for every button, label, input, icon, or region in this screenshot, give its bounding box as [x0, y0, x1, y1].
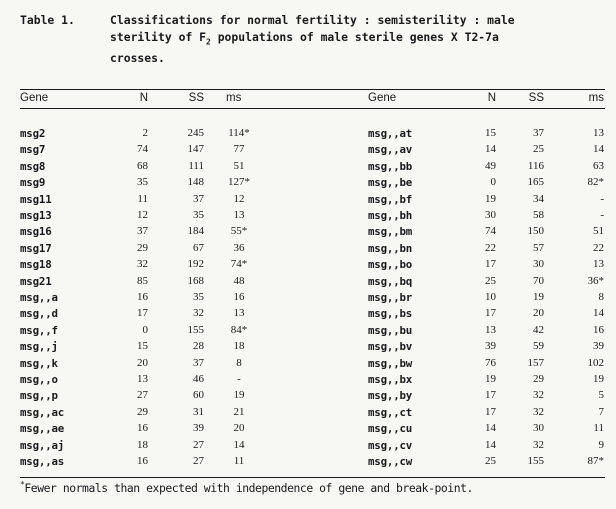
left-ms-cell: 19	[233, 389, 245, 402]
left-n-cell: 32	[137, 258, 148, 271]
left-gene-cell: msg13	[20, 209, 52, 222]
left-n-cell: 16	[137, 422, 148, 435]
right-gene-cell: msg,,cv	[368, 438, 413, 452]
left-ss-cell: 35	[193, 291, 204, 303]
table-caption	[20, 12, 515, 67]
left-gene-cell: msg,,o	[20, 373, 58, 386]
table-header-row	[0, 92, 616, 106]
table-header-rule	[20, 108, 605, 109]
left-gene-cell: msg,,f	[20, 323, 58, 337]
right-n-cell: 17	[485, 258, 496, 271]
left-ms-cell: 20	[233, 422, 245, 435]
right-n-cell: 49	[485, 159, 496, 172]
right-gene-cell: msg,,av	[368, 143, 413, 157]
right-gene-cell: msg,,by	[368, 389, 413, 403]
right-ss-cell: 25	[533, 143, 544, 156]
right-ss-cell: 59	[533, 340, 544, 353]
right-gene-cell: msg,,bu	[368, 323, 413, 337]
table-row	[0, 275, 616, 289]
header-ss-right: SS	[528, 92, 544, 104]
left-gene-cell: msg,,as	[20, 455, 65, 468]
table-row	[0, 422, 616, 436]
right-ms-cell: 8	[598, 291, 604, 303]
right-gene-cell: msg,,bw	[368, 356, 413, 370]
right-ss-cell: 150	[527, 225, 544, 238]
right-ms-cell: 82*	[587, 176, 604, 189]
right-gene-cell: msg,,bv	[368, 340, 413, 354]
header-ms-right: ms	[588, 92, 604, 104]
right-n-cell: 10	[485, 291, 496, 303]
right-ms-cell: 19	[593, 373, 604, 385]
right-n-cell: 14	[485, 422, 496, 435]
left-gene-cell: msg17	[20, 241, 52, 255]
left-n-cell: 16	[137, 455, 148, 467]
table-row	[0, 143, 616, 157]
right-ms-cell: 51	[593, 225, 604, 238]
left-ss-cell: 46	[193, 373, 204, 385]
footnote-mark: *	[20, 480, 25, 489]
left-ss-cell: 27	[193, 455, 204, 467]
caption-line-1: Classifications for normal fertility : semisterility : male	[110, 13, 515, 27]
table-row	[0, 307, 616, 321]
right-ms-cell: 9	[598, 438, 604, 451]
table-row	[0, 242, 616, 256]
right-ms-cell: 5	[598, 389, 604, 402]
left-ss-cell: 155	[187, 323, 204, 336]
left-ms-cell: 18	[233, 340, 245, 353]
left-ss-cell: 28	[193, 340, 204, 353]
left-ms-cell: 8	[236, 356, 242, 369]
left-n-cell: 37	[137, 225, 148, 238]
table-row	[0, 225, 616, 239]
left-ss-cell: 60	[193, 389, 204, 402]
left-ss-cell: 32	[193, 307, 204, 320]
right-ss-cell: 165	[527, 176, 544, 189]
right-ss-cell: 30	[533, 258, 544, 271]
table-row	[0, 291, 616, 305]
right-ms-cell: -	[600, 192, 604, 205]
right-ms-cell: 16	[593, 323, 604, 336]
left-gene-cell: msg7	[20, 143, 46, 157]
table-row	[0, 209, 616, 223]
left-ms-cell: 21	[233, 405, 245, 418]
right-gene-cell: msg,,be	[368, 176, 413, 190]
table-row	[0, 373, 616, 387]
right-n-cell: 25	[485, 455, 496, 467]
right-ms-cell: 22	[593, 241, 604, 254]
right-ss-cell: 116	[527, 159, 544, 172]
left-n-cell: 29	[137, 241, 148, 254]
caption-line-3: crosses.	[110, 51, 165, 66]
left-n-cell: 68	[137, 159, 148, 172]
right-n-cell: 39	[485, 340, 496, 353]
left-ms-cell: 14	[233, 438, 245, 451]
left-ms-cell: 36	[233, 241, 245, 254]
right-ms-cell: 14	[593, 143, 604, 156]
right-n-cell: 14	[485, 438, 496, 451]
table-row	[0, 389, 616, 403]
left-gene-cell: msg,,ac	[20, 405, 65, 419]
right-gene-cell: msg,,bo	[368, 258, 413, 272]
left-ms-cell: 127*	[228, 176, 250, 189]
table-bottom-rule	[20, 477, 605, 478]
right-gene-cell: msg,,cu	[368, 422, 413, 436]
right-ss-cell: 42	[533, 323, 544, 336]
right-ss-cell: 70	[533, 274, 544, 287]
right-ss-cell: 34	[533, 192, 544, 205]
header-n-right: N	[487, 92, 496, 104]
right-ms-cell: 13	[593, 127, 604, 139]
right-ms-cell: 87*	[587, 455, 604, 467]
right-gene-cell: msg,,at	[368, 127, 413, 140]
left-ss-cell: 39	[193, 422, 204, 435]
left-ms-cell: 16	[233, 291, 245, 303]
left-gene-cell: msg9	[20, 176, 46, 190]
left-ms-cell: 11	[233, 455, 245, 467]
left-ss-cell: 31	[193, 405, 204, 418]
left-ms-cell: 12	[233, 192, 245, 205]
left-n-cell: 12	[137, 209, 148, 221]
caption-line-2b: populations of male sterile genes X T2-7a	[210, 30, 499, 44]
right-ss-cell: 32	[533, 438, 544, 451]
left-ms-cell: 13	[233, 307, 245, 320]
right-n-cell: 19	[485, 373, 496, 385]
right-n-cell: 74	[485, 225, 496, 238]
right-ms-cell: 36*	[587, 274, 604, 287]
left-ms-cell: -	[237, 373, 241, 385]
left-n-cell: 18	[137, 438, 148, 451]
right-gene-cell: msg,,bh	[368, 209, 413, 222]
left-gene-cell: msg11	[20, 192, 52, 206]
left-n-cell: 74	[137, 143, 148, 156]
right-ss-cell: 58	[533, 209, 544, 221]
left-gene-cell: msg2	[20, 127, 46, 140]
right-ms-cell: 11	[593, 422, 604, 435]
right-gene-cell: msg,,bm	[368, 225, 413, 239]
right-gene-cell: msg,,br	[368, 291, 413, 304]
left-gene-cell: msg,,j	[20, 340, 58, 354]
left-gene-cell: msg21	[20, 274, 52, 288]
left-ss-cell: 27	[193, 438, 204, 451]
table-row	[0, 324, 616, 338]
right-n-cell: 25	[485, 274, 496, 287]
left-ss-cell: 184	[187, 225, 204, 238]
left-ms-cell: 114*	[228, 127, 250, 139]
header-n-left: N	[139, 92, 148, 104]
right-gene-cell: msg,,bq	[368, 274, 413, 288]
right-ss-cell: 155	[527, 455, 544, 467]
left-gene-cell: msg8	[20, 159, 46, 173]
left-ms-cell: 48	[233, 274, 245, 287]
left-n-cell: 16	[137, 291, 148, 303]
table-row	[0, 439, 616, 453]
right-ms-cell: -	[600, 209, 604, 221]
right-n-cell: 13	[485, 323, 496, 336]
left-ms-cell: 74*	[230, 258, 248, 271]
right-n-cell: 22	[485, 241, 496, 254]
right-n-cell: 15	[485, 127, 496, 139]
left-gene-cell: msg,,a	[20, 291, 58, 304]
right-ms-cell: 63	[593, 159, 604, 172]
left-ss-cell: 148	[187, 176, 204, 189]
table-row	[0, 357, 616, 371]
right-ss-cell: 32	[533, 389, 544, 402]
left-n-cell: 13	[137, 373, 148, 385]
table-row	[0, 455, 616, 469]
right-ss-cell: 29	[533, 373, 544, 385]
left-ss-cell: 37	[193, 356, 204, 369]
left-gene-cell: msg,,ae	[20, 422, 65, 436]
left-n-cell: 85	[137, 274, 148, 287]
table-row	[0, 176, 616, 190]
right-ss-cell: 37	[533, 127, 544, 139]
footnote-text: Fewer normals than expected with independence of gene and break-point.	[24, 481, 473, 495]
right-ms-cell: 39	[593, 340, 604, 353]
right-gene-cell: msg,,ct	[368, 405, 413, 419]
right-n-cell: 17	[485, 307, 496, 320]
right-n-cell: 17	[485, 405, 496, 418]
table-footnote	[20, 480, 473, 495]
right-n-cell: 76	[485, 356, 496, 369]
right-ss-cell: 57	[533, 241, 544, 254]
table-row	[0, 160, 616, 174]
left-ss-cell: 111	[188, 159, 204, 172]
left-ms-cell: 51	[233, 159, 245, 172]
right-ms-cell: 7	[598, 405, 604, 418]
right-n-cell: 19	[485, 192, 496, 205]
left-ss-cell: 35	[193, 209, 204, 221]
table-row	[0, 258, 616, 272]
table-number: Table 1.	[20, 13, 75, 27]
right-ss-cell: 32	[533, 405, 544, 418]
left-n-cell: 15	[137, 340, 148, 353]
left-ms-cell: 13	[233, 209, 245, 221]
caption-subscript: 2	[206, 37, 211, 47]
right-ss-cell: 30	[533, 422, 544, 435]
right-n-cell: 17	[485, 389, 496, 402]
left-ss-cell: 192	[187, 258, 204, 271]
right-ms-cell: 13	[593, 258, 604, 271]
table-top-rule	[20, 89, 605, 90]
left-ms-cell: 55*	[230, 225, 248, 238]
right-ss-cell: 20	[533, 307, 544, 320]
left-ss-cell: 147	[187, 143, 204, 156]
right-gene-cell: msg,,bb	[368, 159, 413, 173]
left-ss-cell: 37	[193, 192, 204, 205]
right-gene-cell: msg,,bs	[368, 307, 413, 321]
header-gene-left: Gene	[20, 92, 49, 104]
right-n-cell: 0	[490, 176, 496, 189]
right-n-cell: 30	[485, 209, 496, 221]
header-ms-left: ms	[226, 92, 242, 104]
caption-line-2a: sterility of F	[110, 30, 207, 44]
left-n-cell: 27	[137, 389, 148, 402]
left-gene-cell: msg,,aj	[20, 438, 65, 452]
table-row	[0, 127, 616, 141]
left-n-cell: 20	[137, 356, 148, 369]
left-n-cell: 11	[137, 192, 148, 205]
left-n-cell: 17	[137, 307, 148, 320]
header-gene-right: Gene	[368, 92, 397, 104]
left-ms-cell: 84*	[230, 323, 248, 336]
right-gene-cell: msg,,bf	[368, 192, 413, 206]
table-row	[0, 340, 616, 354]
table-row	[0, 193, 616, 207]
right-gene-cell: msg,,bx	[368, 373, 413, 386]
right-gene-cell: msg,,cw	[368, 455, 413, 468]
right-ms-cell: 102	[587, 356, 604, 369]
left-n-cell: 29	[137, 405, 148, 418]
right-n-cell: 14	[485, 143, 496, 156]
left-n-cell: 2	[142, 127, 148, 139]
left-gene-cell: msg16	[20, 225, 52, 239]
left-ss-cell: 245	[187, 127, 204, 139]
left-n-cell: 35	[137, 176, 148, 189]
left-ms-cell: 77	[233, 143, 245, 156]
right-gene-cell: msg,,bn	[368, 241, 413, 255]
header-ss-left: SS	[188, 92, 204, 104]
left-gene-cell: msg,,p	[20, 389, 58, 403]
right-ss-cell: 19	[533, 291, 544, 303]
right-ss-cell: 157	[527, 356, 544, 369]
right-ms-cell: 14	[593, 307, 604, 320]
left-n-cell: 0	[142, 323, 148, 336]
left-gene-cell: msg18	[20, 258, 52, 272]
left-ss-cell: 168	[187, 274, 204, 287]
table-row	[0, 406, 616, 420]
left-gene-cell: msg,,k	[20, 356, 58, 370]
left-ss-cell: 67	[193, 241, 204, 254]
left-gene-cell: msg,,d	[20, 307, 58, 321]
